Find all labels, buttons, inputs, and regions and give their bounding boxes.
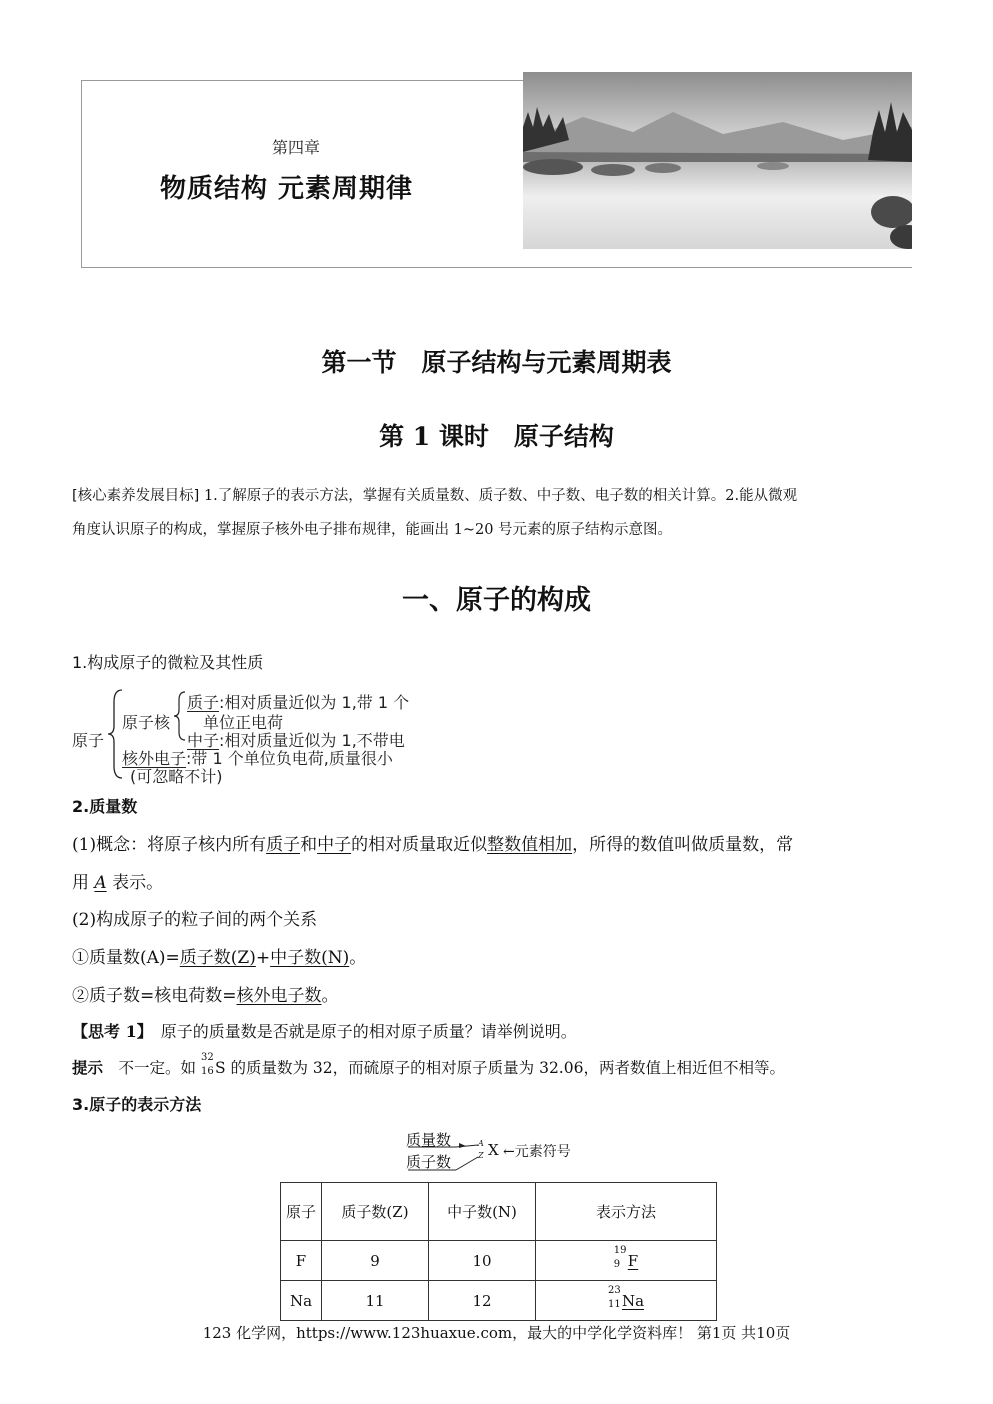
relation-1-proton: 质子数(Z)	[179, 948, 256, 968]
sulfur-notation	[200, 1052, 226, 1077]
diagram-nucleus: 原子核	[122, 713, 171, 732]
subheading-particles: 1.构成原子的微粒及其性质	[72, 653, 264, 672]
fluorine-mass: 19	[613, 1244, 627, 1256]
subheading-notation: 3.原子的表示方法	[72, 1095, 202, 1114]
sodium-atomic-number: 11	[607, 1298, 621, 1310]
concept-text-2: 的相对质量取近似	[351, 835, 488, 855]
electron-label: 核外电子	[122, 749, 187, 768]
sodium-mass: 23	[607, 1284, 621, 1296]
cell-protons: 9	[322, 1241, 429, 1281]
notation-mass-label: 质量数	[406, 1131, 452, 1149]
chapter-number: 第四章	[272, 138, 321, 157]
fluorine-atomic-number: 9	[613, 1258, 621, 1270]
goals-paragraph	[72, 484, 922, 505]
table-row	[281, 1241, 717, 1281]
sulfur-mass: 32	[200, 1052, 214, 1063]
col-atom: 原子	[281, 1183, 322, 1241]
diagram-electron-cont: (可忽略不计)	[130, 767, 223, 786]
notation-figure	[400, 1125, 600, 1175]
concept-text: (1)概念：将原子核内所有	[72, 835, 267, 855]
think-text: 原子的质量数是否就是原子的相对原子质量？请举例说明。	[144, 1022, 577, 1041]
goals-label: [核心素养发展目标]	[72, 488, 200, 504]
part-title: 一、原子的构成	[402, 585, 591, 616]
sodium-symbol: Na	[621, 1291, 645, 1310]
atom-table	[280, 1182, 717, 1321]
concept-symbol-a: A	[94, 873, 107, 893]
proton-charge: 1	[377, 693, 389, 712]
lesson-title: 第 1 课时 原子结构	[379, 422, 614, 451]
concept-text-5: 表示。	[106, 873, 164, 893]
notation-z: Z	[478, 1151, 484, 1160]
notation-proton-label: 质子数	[406, 1153, 452, 1171]
concept-and: 和	[300, 835, 318, 855]
concept-text-3: ，所得的数值叫做质量数，常	[572, 835, 794, 855]
electron-text-2: 个单位负电荷,质量很小	[222, 749, 393, 768]
fluorine-notation	[613, 1244, 639, 1270]
hint-text-2: 的质量数为 32，而硫原子的相对原子质量为 32.06，两者数值上相近但不相等。	[225, 1059, 785, 1077]
proton-text-3: 个	[388, 693, 410, 712]
proton-text-2: ,带	[351, 693, 378, 712]
relation-1	[72, 943, 366, 968]
neutron-label: 中子	[187, 731, 220, 750]
col-protons: 质子数(Z)	[322, 1183, 429, 1241]
brace-nucleus-icon	[172, 690, 188, 742]
relation-2-lhs: ②质子数=核电荷数=	[72, 986, 237, 1006]
sodium-notation	[607, 1284, 645, 1310]
neutron-text: :相对质量近似为	[219, 731, 342, 750]
fluorine-symbol: F	[627, 1251, 639, 1270]
think-question	[72, 1019, 577, 1042]
cell-notation	[536, 1281, 717, 1321]
relation-2-electron: 核外电子数	[236, 986, 322, 1006]
notation-a: A	[478, 1139, 484, 1148]
diagram-atom: 原子	[72, 731, 105, 750]
proton-text: :相对质量近似为	[219, 693, 342, 712]
cell-protons: 11	[322, 1281, 429, 1321]
notation-symbol-label: ←元素符号	[503, 1144, 571, 1160]
section-title: 第一节 原子结构与元素周期表	[321, 348, 672, 377]
neutron-text-2: ,不带电	[351, 731, 405, 750]
col-notation: 表示方法	[536, 1183, 717, 1241]
concept-integer-sum: 整数值相加	[487, 835, 573, 855]
hint-answer	[72, 1052, 785, 1078]
landscape-photo	[523, 72, 912, 249]
concept-line-1	[72, 830, 793, 855]
concept-text-4: 用	[72, 873, 95, 893]
table-row	[281, 1281, 717, 1321]
chapter-title: 物质结构 元素周期律	[160, 174, 414, 204]
electron-charge: 1	[212, 749, 223, 768]
electron-text: :带	[186, 749, 213, 768]
cell-notation	[536, 1241, 717, 1281]
concept-line-2	[72, 868, 163, 893]
proton-mass: 1	[341, 693, 352, 712]
hint-text: 不一定。如	[103, 1059, 201, 1077]
table-header-row	[281, 1183, 717, 1241]
cell-neutrons: 10	[429, 1241, 536, 1281]
cell-neutrons: 12	[429, 1281, 536, 1321]
neutron-mass: 1	[341, 731, 352, 750]
relation-2-end: 。	[321, 986, 339, 1006]
col-neutrons: 中子数(N)	[429, 1183, 536, 1241]
sulfur-symbol: S	[214, 1059, 226, 1077]
relations-title: (2)构成原子的粒子间的两个关系	[72, 910, 318, 930]
think-label: 【思考 1】	[72, 1022, 145, 1041]
notation-x: X	[488, 1141, 499, 1159]
diagram-proton-cont: 单位正电荷	[203, 713, 284, 732]
subheading-mass-number: 2.质量数	[72, 797, 138, 816]
relation-1-neutron: 中子数(N)	[270, 948, 350, 968]
proton-label: 质子	[187, 693, 220, 712]
cell-atom: Na	[281, 1281, 322, 1321]
cell-atom: F	[281, 1241, 322, 1281]
relation-2	[72, 981, 339, 1006]
relation-1-plus: +	[255, 948, 271, 968]
concept-neutron: 中子	[317, 835, 352, 855]
goals-text-2: 角度认识原子的构成，掌握原子核外电子排布规律，能画出 1~20 号元素的原子结构示意图。	[72, 522, 673, 538]
goals-text-1: 1.了解原子的表示方法，掌握有关质量数、质子数、中子数、电子数的相关计算。2.能从微观	[203, 488, 798, 504]
relation-1-end: 。	[349, 948, 367, 968]
sulfur-atomic-number: 16	[200, 1066, 214, 1077]
hint-label: 提示	[72, 1059, 104, 1077]
concept-proton: 质子	[266, 835, 301, 855]
relation-1-lhs: ①质量数(A)=	[72, 948, 180, 968]
page-footer: 123 化学网，https://www.123huaxue.com，最大的中学化学资料库！ 第1页 共10页	[202, 1324, 791, 1342]
